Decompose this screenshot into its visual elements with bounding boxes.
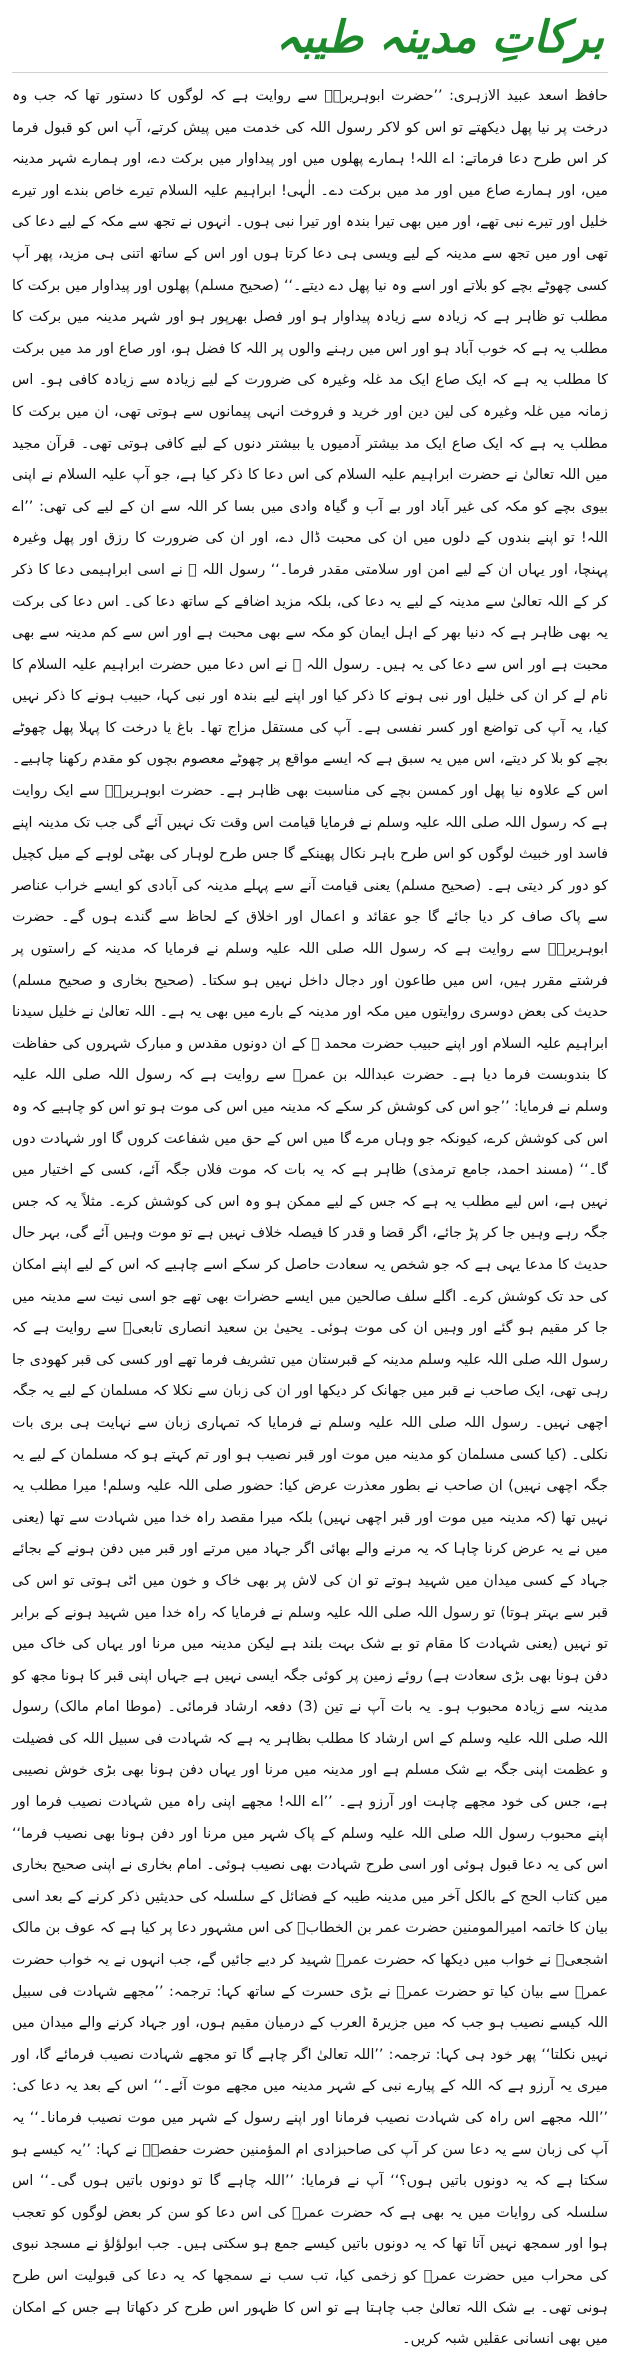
article-title: برکاتِ مدینہ طیبہ [12,8,608,73]
article-paragraph: حافظ اسعد عبید الازہری: ’’حضرت ابوہریرہؓ سے روایت ہے کہ لوگوں کا دستور تھا کہ جب وہ درخت پر نیا پھل دیکھتے تو اس کو لاکر رسول اللہ کی خدمت میں پیش کرتے، آپ اس کو قبول فرما کر اس طرح دعا فرماتے: اے اللہ! ہمارے پھلوں میں اور پیداوار میں برکت دے، اور ہمارے شہر مدینہ میں، اور ہمارے صاع میں اور مد میں برکت دے۔ الٰہی! ابراہیم علیہ السلام تیرے خاص بندے اور تیرے خلیل اور تیرے نبی تھے، اور میں بھی تیرا بندہ اور تیرا نبی ہوں۔ انہوں نے تجھ سے مکہ کے لیے دعا کی تھی اور میں تجھ سے مدینہ کے لیے ویسی ہی دعا کرتا ہوں اور اس کے ساتھ اتنی ہی مزید، پھر آپ کسی چھوٹے بچے کو بلاتے اور اسے وہ نیا پھل دے دیتے۔‘‘ (صحیح مسلم) پھلوں اور پیداوار میں برکت کا مطلب تو ظاہر ہے کہ زیادہ سے زیادہ پیداوار ہو اور فصل بھرپور ہو اور شہر مدینہ میں برکت کا مطلب یہ ہے کہ خوب آباد ہو اور اس میں رہنے والوں پر اللہ کا فضل ہو، اور صاع اور مد میں برکت کا مطلب یہ ہے کہ ایک صاع ایک مد غلہ وغیرہ کی ضرورت کے لیے زیادہ سے زیادہ کافی ہو۔ اس زمانہ میں غلہ وغیرہ کی لین دین اور خرید و فروخت انہی پیمانوں سے ہوتی تھی، ان میں برکت کا مطلب یہ ہے کہ ایک صاع ایک مد بیشتر آدمیوں یا بیشتر دنوں کے لیے کافی ہوتی تھی۔ قرآن مجید میں اللہ تعالیٰ نے حضرت ابراہیم علیہ السلام کی اس دعا کا ذکر کیا ہے، جو آپ علیہ السلام نے اپنی بیوی بچے کو مکہ کی غیر آباد اور بے آب و گیاہ وادی میں بسا کر اللہ سے ان کے لیے کی تھی: ’’اے اللہ! تو اپنے بندوں کے دلوں میں ان کی محبت ڈال دے، اور ان کی ضرورت کا رزق اور پھل وغیرہ پہنچا، اور یہاں ان کے لیے امن اور سلامتی مقدر فرما۔‘‘ رسول اللہ ﷺ نے اسی ابراہیمی دعا کا ذکر کر کے اللہ تعالیٰ سے مدینہ کے لیے یہ دعا کی، بلکہ مزید اضافے کے ساتھ دعا کی۔ اس دعا کی برکت یہ بھی ظاہر ہے کہ دنیا بھر کے اہل ایمان کو مکہ سے بھی محبت ہے اور اس سے کم مدینہ سے بھی محبت ہے اور اس سے دعا کی یہ ہیں۔ رسول اللہ ﷺ نے اس دعا میں حضرت ابراہیم علیہ السلام کا نام لے کر ان کی خلیل اور نبی ہونے کا ذکر کیا اور اپنے لیے بندہ اور نبی کہا، حبیب ہونے کا ذکر نہیں کیا، یہ آپ کی تواضع اور کسر نفسی ہے۔ آپ کی مستقل مزاج تھا۔ باغ یا درخت کا پہلا پھل چھوٹے بچے کو بلا کر دیتے، اس میں یہ سبق ہے کہ ایسے مواقع پر چھوٹے معصوم بچوں کو مقدم رکھنا چاہیے۔ اس کے علاوہ نیا پھل اور کمسن بچے کی مناسبت بھی ظاہر ہے۔ حضرت ابوہریرہؓ سے ایک روایت ہے کہ رسول اللہ صلی اللہ علیہ وسلم نے فرمایا قیامت اس وقت تک نہیں آئے گی جب تک مدینہ اپنے فاسد اور خبیث لوگوں کو اس طرح باہر نکال پھینکے گا جس طرح لوہار کی بھٹی لوہے کے میل کچیل کو دور کر دیتی ہے۔ (صحیح مسلم) یعنی قیامت آنے سے پہلے مدینہ کی آبادی کو ایسے خراب عناصر سے پاک صاف کر دیا جائے گا جو عقائد و اعمال اور اخلاق کے لحاظ سے گندے ہوں گے۔ حضرت ابوہریرہؓ سے روایت ہے کہ رسول اللہ صلی اللہ علیہ وسلم نے فرمایا کہ مدینہ کے راستوں پر فرشتے مقرر ہیں، اس میں طاعون اور دجال داخل نہیں ہو سکتا۔ (صحیح بخاری و صحیح مسلم) حدیث کی بعض دوسری روایتوں میں مکہ اور مدینہ کے بارے میں بھی یہ ہے۔ اللہ تعالیٰ نے خلیل سیدنا ابراہیم علیہ السلام اور اپنے حبیب حضرت محمد ﷺ کے ان دونوں مقدس و مبارک شہروں کی حفاظت کا بندوبست فرما دیا ہے۔ حضرت عبداللہ بن عمرؓ سے روایت ہے کہ رسول اللہ صلی اللہ علیہ وسلم نے فرمایا: ’’جو اس کی کوشش کر سکے کہ مدینہ میں اس کی موت ہو تو اس کو چاہیے کہ وہ اس کی کوشش کرے، کیونکہ جو وہاں مرے گا میں اس کے حق میں شفاعت کروں گا اور شہادت دوں گا۔‘‘ (مسند احمد، جامع ترمذی) ظاہر ہے کہ یہ بات کہ موت فلاں جگہ آئے، کسی کے اختیار میں نہیں ہے، اس لیے مطلب یہ ہے کہ جس کے لیے ممکن ہو وہ اس کی کوشش کرے۔ مثلاً یہ کہ جس جگہ رہے وہیں جا کر پڑ جائے، اگر قضا و قدر کا فیصلہ خلاف نہیں ہے تو موت وہیں آئے گی، بہر حال حدیث کا مدعا یہی ہے کہ جو شخص یہ سعادت حاصل کر سکے اسے چاہیے کہ اس کے لیے اپنے امکان کی حد تک کوشش کرے۔ اگلے سلف صالحین میں ایسے حضرات بھی تھے جو اسی نیت سے مدینہ میں جا کر مقیم ہو گئے اور وہیں ان کی موت ہوئی۔ یحییٰ بن سعید انصاری تابعیؒ سے روایت ہے کہ رسول اللہ صلی اللہ علیہ وسلم مدینہ کے قبرستان میں تشریف فرما تھے اور کسی کی قبر کھودی جا رہی تھی، ایک صاحب نے قبر میں جھانک کر دیکھا اور ان کی زبان سے نکلا کہ مسلمان کے لیے یہ جگہ اچھی نہیں۔ رسول اللہ صلی اللہ علیہ وسلم نے فرمایا کہ تمہاری زبان سے نہایت ہی بری بات نکلی۔ (کیا کسی مسلمان کو مدینہ میں موت اور قبر نصیب ہو اور تم کہتے ہو کہ مسلمان کے لیے یہ جگہ اچھی نہیں) ان صاحب نے بطور معذرت عرض کیا: حضور صلی اللہ علیہ وسلم! میرا مطلب یہ نہیں تھا (کہ مدینہ میں موت اور قبر اچھی نہیں) بلکہ میرا مقصد راہ خدا میں شہادت سے تھا (یعنی میں نے یہ عرض کرنا چاہا کہ یہ مرنے والے بھائی اگر جہاد میں مرتے اور قبر میں دفن ہونے کے بجائے جہاد کے کسی میدان میں شہید ہوتے تو ان کی لاش پر بھی خاک و خون میں اٹی ہوتی تو اس کی قبر سے بہتر ہوتا) تو رسول اللہ صلی اللہ علیہ وسلم نے فرمایا کہ راہ خدا میں شہید ہونے کے برابر تو نہیں (یعنی شہادت کا مقام تو بے شک بہت بلند ہے لیکن مدینہ میں مرنا اور یہاں کی خاک میں دفن ہونا بھی بڑی سعادت ہے) روئے زمین پر کوئی جگہ ایسی نہیں ہے جہاں اپنی قبر کا ہونا مجھ کو مدینہ سے زیادہ محبوب ہو۔ یہ بات آپ نے تین (3) دفعہ ارشاد فرمائی۔ (موطا امام مالک) رسول اللہ صلی اللہ علیہ وسلم کے اس ارشاد کا مطلب بظاہر یہ ہے کہ شہادت فی سبیل اللہ کی فضیلت و عظمت اپنی جگہ بے شک مسلم ہے اور مدینہ میں مرنا اور یہاں دفن ہونا بھی بڑی خوش نصیبی ہے، جس کی خود مجھے چاہت اور آرزو ہے۔ ’’اے اللہ! مجھے اپنی راہ میں شہادت نصیب فرما اور اپنے محبوب رسول اللہ صلی اللہ علیہ وسلم کے پاک شہر میں مرنا اور دفن ہونا بھی نصیب فرما‘‘ اس کی یہ دعا قبول ہوئی اور اسی طرح شہادت بھی نصیب ہوئی۔ امام بخاری نے اپنی صحیح بخاری میں کتاب الحج کے بالکل آخر میں مدینہ طیبہ کے فضائل کے سلسلہ کی حدیثیں ذکر کرنے کے بعد اسی بیان کا خاتمہ امیرالمومنین حضرت عمر بن الخطابؓ کی اس مشہور دعا پر کیا ہے کہ عوف بن مالک اشجعیؓ نے خواب میں دیکھا کہ حضرت عمرؓ شہید کر دیے جائیں گے، جب انہوں نے یہ خواب حضرت عمرؓ سے بیان کیا تو حضرت عمرؓ نے بڑی حسرت کے ساتھ کہا: ترجمہ: ’’مجھے شہادت فی سبیل اللہ کیسے نصیب ہو جب کہ میں جزیرۃ العرب کے درمیان مقیم ہوں، اور جہاد کرنے والے میدان میں نہیں نکلتا‘‘ پھر خود ہی کہا: ترجمہ: ’’اللہ تعالیٰ اگر چاہے گا تو مجھے شہادت نصیب فرمائے گا، اور میری یہ آرزو ہے کہ اللہ کے پیارے نبی کے شہر مدینہ میں مجھے موت آئے۔‘‘ اس کے بعد یہ دعا کی: ’’اللہ مجھے اس راہ کی شہادت نصیب فرمانا اور اپنے رسول کے شہر میں موت نصیب فرمانا۔‘‘ یہ آپ کی زبان سے یہ دعا سن کر آپ کی صاحبزادی ام المؤمنین حضرت حفصہؓ نے کہا: ’’یہ کیسے ہو سکتا ہے کہ یہ دونوں باتیں ہوں؟‘‘ آپ نے فرمایا: ’’اللہ چاہے گا تو دونوں باتیں ہوں گی۔‘‘ اس سلسلہ کی روایات میں یہ بھی ہے کہ حضرت عمرؓ کی اس دعا کو سن کر بعض لوگوں کو تعجب ہوا اور سمجھ نہیں آتا تھا کہ یہ دونوں باتیں کیسے جمع ہو سکتی ہیں۔ جب ابولؤلؤ نے مسجد نبوی کی محراب میں حضرت عمرؓ کو زخمی کیا، تب سب نے سمجھا کہ یہ دعا کی قبولیت اس طرح ہونی تھی۔ بے شک اللہ تعالیٰ جب چاہتا ہے تو اس کا ظہور اس طرح کر دکھاتا ہے جس کے امکان میں بھی انسانی عقلیں شبہ کریں۔ [12,88,608,2348]
article-page [12,8,608,2363]
article-body [12,81,608,2356]
